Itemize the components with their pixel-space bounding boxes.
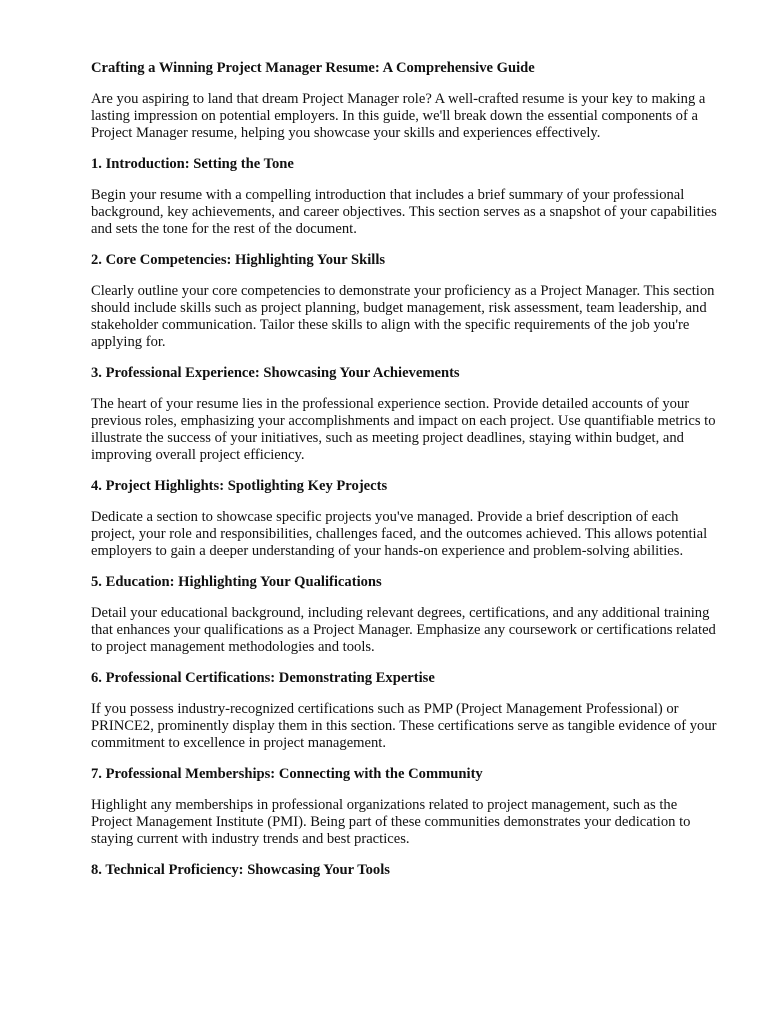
section-3: [91, 365, 722, 464]
section-2: [91, 252, 722, 351]
section-heading: 1. Introduction: Setting the Tone: [91, 156, 294, 172]
section-body: The heart of your resume lies in the professional experience section. Provide detailed accounts of your previous roles, emphasizing your accomplishments and impact on each project. Use quantifiable metrics to illustrate the success of your initiatives, such as meeting project deadlines, staying within budget, and improving overall project efficiency.: [91, 396, 716, 463]
section-body: Detail your educational background, including relevant degrees, certifications, and any additional training that enhances your qualifications as a Project Manager. Emphasize any coursework or certifications related to project management methodologies and tools.: [91, 605, 716, 655]
section-heading: 2. Core Competencies: Highlighting Your Skills: [91, 252, 386, 268]
document-title: Crafting a Winning Project Manager Resume: A Comprehensive Guide: [91, 60, 535, 76]
section-7: [91, 766, 722, 848]
section-heading: 4. Project Highlights: Spotlighting Key Projects: [91, 478, 388, 494]
section-heading: 7. Professional Memberships: Connecting with the Community: [91, 766, 483, 782]
section-body: Dedicate a section to showcase specific projects you've managed. Provide a brief description of each project, your role and responsibilities, challenges faced, and the outcomes achieved. This allows potential employers to gain a deeper understanding of your hands-on experience and problem-solving abilities.: [91, 509, 708, 559]
section-heading: 5. Education: Highlighting Your Qualifications: [91, 574, 382, 590]
section-4: [91, 478, 722, 560]
section-5: [91, 574, 722, 656]
section-8: [91, 862, 722, 879]
section-body: Clearly outline your core competencies to demonstrate your proficiency as a Project Manager. This section should include skills such as project planning, budget management, risk assessment, team leadership, and stakeholder communication. Tailor these skills to align with the specific requirements of the job you're applying for.: [91, 283, 715, 350]
section-body: Begin your resume with a compelling introduction that includes a brief summary of your professional background, key achievements, and career objectives. This section serves as a snapshot of your capabilities and sets the tone for the rest of the document.: [91, 187, 717, 237]
section-heading: 3. Professional Experience: Showcasing Your Achievements: [91, 365, 460, 381]
section-6: [91, 670, 722, 752]
intro-paragraph: Are you aspiring to land that dream Project Manager role? A well-crafted resume is your key to making a lasting impression on potential employers. In this guide, we'll break down the essential components of a Project Manager resume, helping you showcase your skills and experiences effectively.: [91, 91, 706, 141]
section-heading: 6. Professional Certifications: Demonstrating Expertise: [91, 670, 435, 686]
section-body: If you possess industry-recognized certifications such as PMP (Project Management Professional) or PRINCE2, prominently display them in this section. These certifications serve as tangible evidence of your commitment to excellence in project management.: [91, 701, 717, 751]
section-heading: 8. Technical Proficiency: Showcasing Your Tools: [91, 862, 390, 878]
section-body: Highlight any memberships in professional organizations related to project management, such as the Project Management Institute (PMI). Being part of these communities demonstrates your dedication to staying current with industry trends and best practices.: [91, 797, 691, 847]
section-1: [91, 156, 722, 238]
